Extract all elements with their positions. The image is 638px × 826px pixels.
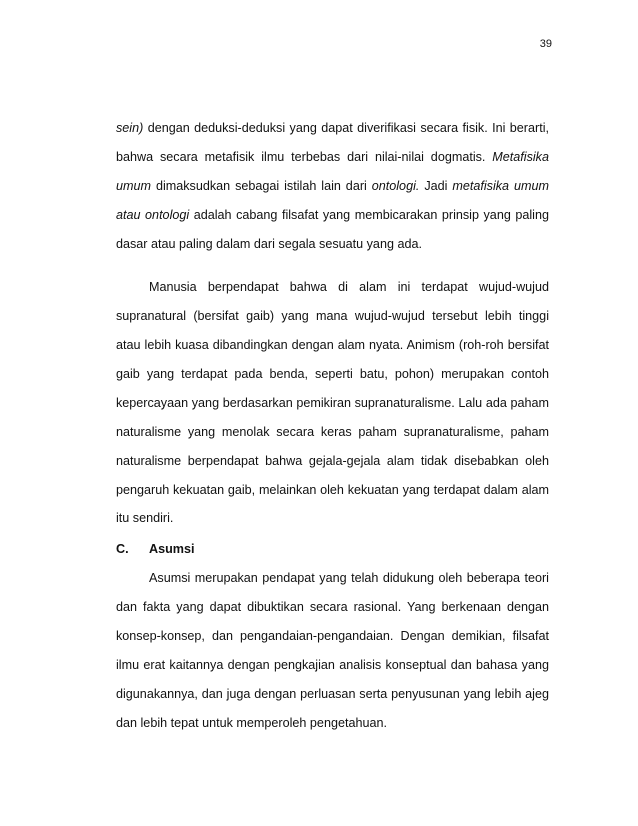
text-run: naturalisme berpendapat bahwa gejala-gejala alam tidak disebabkan oleh bbox=[116, 454, 549, 468]
text-line bbox=[116, 308, 549, 324]
text-line bbox=[116, 715, 549, 731]
text-run: bahwa secara metafisik ilmu terbebas dari nilai-nilai dogmatis. bbox=[116, 150, 493, 164]
text-run: dan lebih tepat untuk memperoleh pengetahuan. bbox=[116, 716, 387, 730]
text-line bbox=[116, 453, 549, 469]
section-number: C. bbox=[116, 542, 129, 556]
text-line bbox=[149, 279, 549, 295]
text-line bbox=[116, 149, 549, 165]
text-run: kepercayaan yang berdasarkan pemikiran supranaturalisme. Lalu ada paham bbox=[116, 396, 549, 410]
section-title: Asumsi bbox=[149, 542, 195, 556]
text-line bbox=[116, 686, 549, 702]
text-line bbox=[149, 570, 549, 586]
italic-text-run: sein) bbox=[116, 121, 144, 135]
text-line bbox=[116, 207, 549, 223]
text-run: Asumsi merupakan pendapat yang telah didukung oleh beberapa teori bbox=[149, 571, 549, 585]
text-line bbox=[116, 366, 549, 382]
text-line bbox=[116, 599, 549, 615]
text-run: atau lebih kuasa dibandingkan dengan alam nyata. Animism (roh-roh bersifat bbox=[116, 338, 549, 352]
text-run: dan fakta yang dapat dibuktikan secara rasional. Yang berkenaan dengan bbox=[116, 600, 549, 614]
italic-text-run: atau ontologi bbox=[116, 208, 190, 222]
page-number: 39 bbox=[539, 38, 552, 50]
text-run: pengaruh kekuatan gaib, melainkan oleh kekuatan yang terdapat dalam alam bbox=[116, 483, 549, 497]
text-line bbox=[116, 337, 549, 353]
text-run: konsep-konsep, dan pengandaian-pengandaian. Dengan demikian, filsafat bbox=[116, 629, 549, 643]
italic-text-run: metafisika umum bbox=[452, 179, 549, 193]
section-heading bbox=[116, 541, 195, 557]
text-line bbox=[116, 178, 549, 194]
text-run: digunakannya, dan juga dengan perluasan serta penyusunan yang lebih ajeg bbox=[116, 687, 549, 701]
text-line bbox=[116, 482, 549, 498]
text-run: gaib yang terdapat pada benda, seperti batu, pohon) merupakan contoh bbox=[116, 367, 549, 381]
text-line bbox=[116, 657, 549, 673]
italic-text-run: Metafisika bbox=[492, 150, 549, 164]
text-run: ilmu erat kaitannya dengan pengkajian analisis konseptual dan bahasa yang bbox=[116, 658, 549, 672]
text-run: naturalisme yang menolak secara keras paham supranaturalisme, paham bbox=[116, 425, 549, 439]
text-line bbox=[116, 236, 549, 252]
text-run: Jadi bbox=[419, 179, 453, 193]
text-run: adalah cabang filsafat yang membicarakan prinsip yang paling bbox=[189, 208, 549, 222]
text-run: Manusia berpendapat bahwa di alam ini terdapat wujud-wujud bbox=[149, 280, 549, 294]
text-run: itu sendiri. bbox=[116, 511, 174, 525]
text-run: dasar atau paling dalam dari segala sesuatu yang ada. bbox=[116, 237, 422, 251]
text-run: supranatural (bersifat gaib) yang mana wujud-wujud tersebut lebih tinggi bbox=[116, 309, 549, 323]
text-run: dimaksudkan sebagai istilah lain dari bbox=[151, 179, 372, 193]
italic-text-run: umum bbox=[116, 179, 151, 193]
text-line bbox=[116, 120, 549, 136]
text-line bbox=[116, 395, 549, 411]
text-line bbox=[116, 424, 549, 440]
text-line bbox=[116, 510, 549, 526]
text-run: dengan deduksi-deduksi yang dapat diverifikasi secara fisik. Ini berarti, bbox=[143, 121, 549, 135]
text-line bbox=[116, 628, 549, 644]
italic-text-run: ontologi. bbox=[371, 179, 420, 193]
